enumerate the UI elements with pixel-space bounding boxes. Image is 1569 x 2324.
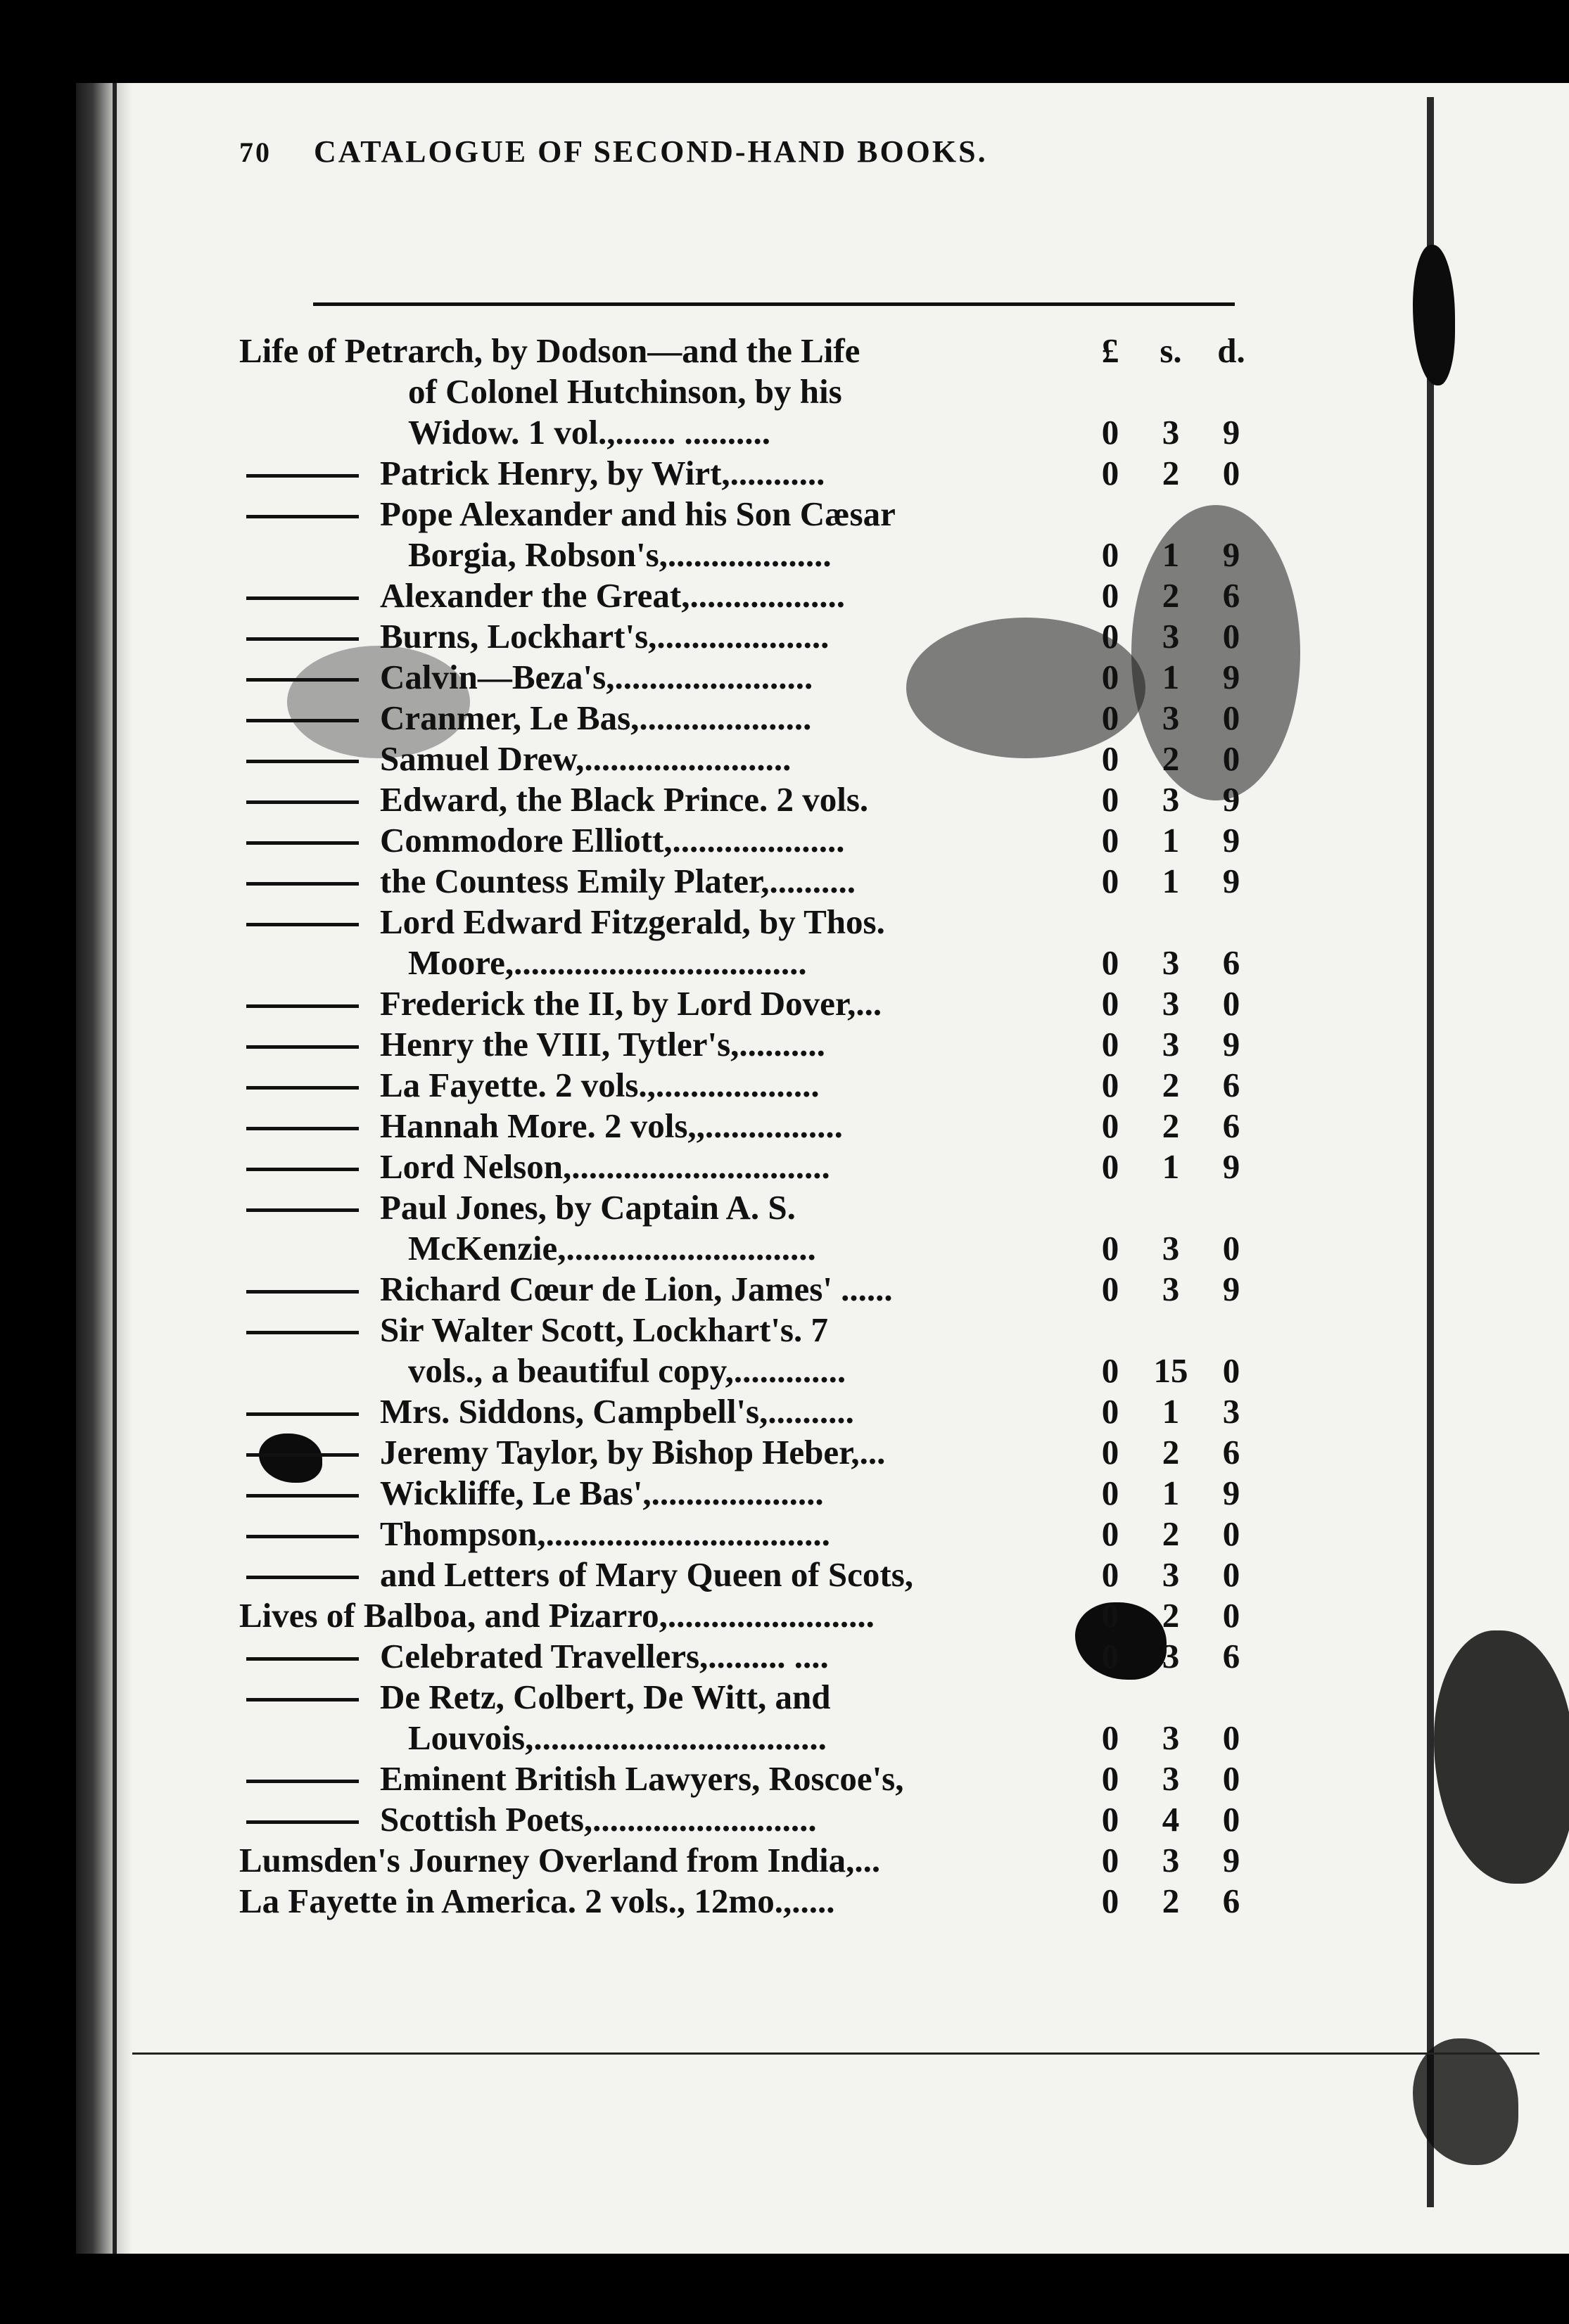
price — [1080, 535, 1263, 575]
ditto-dash — [246, 474, 359, 478]
price-pounds: 0 — [1101, 1270, 1119, 1308]
price — [1080, 575, 1263, 616]
ditto-dash — [246, 1453, 359, 1457]
catalogue-entry — [239, 1310, 1252, 1351]
price-pounds: 0 — [1101, 698, 1119, 737]
gutter-line — [113, 83, 117, 2254]
entry-title: Frederick the II, by Lord Dover,... — [380, 984, 882, 1023]
price-pence: 3 — [1222, 1392, 1240, 1431]
price-shillings: 1 — [1162, 862, 1180, 900]
price-pence: 9 — [1222, 1025, 1240, 1064]
catalogue-entry — [239, 371, 1252, 412]
price — [1080, 1391, 1263, 1432]
entry-title: Patrick Henry, by Wirt,........... — [380, 454, 825, 492]
catalogue-entry — [239, 1432, 1252, 1473]
price-pence: 6 — [1222, 1637, 1240, 1675]
page-header — [239, 134, 1259, 197]
ditto-dash — [246, 1168, 359, 1171]
price-pence: 0 — [1222, 1514, 1240, 1553]
catalogue-entry — [239, 1718, 1252, 1758]
entry-title: Alexander the Great,.................. — [380, 576, 845, 615]
catalogue-entry — [239, 331, 1252, 371]
price-shillings: 3 — [1162, 943, 1180, 982]
price — [1080, 983, 1263, 1024]
ditto-dash — [246, 1412, 359, 1416]
price — [1080, 1065, 1263, 1106]
price — [1080, 698, 1263, 739]
price-shillings: 1 — [1162, 658, 1180, 696]
price-pounds: 0 — [1101, 1066, 1119, 1104]
price — [1080, 1554, 1263, 1595]
price-pence: 0 — [1222, 1351, 1240, 1390]
price-pounds: 0 — [1101, 535, 1119, 574]
price-pounds: 0 — [1101, 1596, 1119, 1635]
price-shillings: 3 — [1162, 1270, 1180, 1308]
price-pence: 0 — [1222, 454, 1240, 492]
bottom-rule — [132, 2052, 1539, 2055]
ditto-dash — [246, 1004, 359, 1008]
price-pence: d. — [1217, 331, 1245, 370]
price-pence: 0 — [1222, 1800, 1240, 1839]
ditto-dash — [246, 1086, 359, 1090]
price-pence: 9 — [1222, 821, 1240, 860]
catalogue-entry — [239, 1147, 1252, 1187]
price — [1080, 1595, 1263, 1636]
price-shillings: 3 — [1162, 780, 1180, 819]
ditto-dash — [246, 1045, 359, 1049]
entry-title: Wickliffe, Le Bas',.................... — [380, 1474, 824, 1512]
ink-blot — [1434, 1630, 1569, 1884]
entry-title: Widow. 1 vol.,....... .......... — [408, 413, 771, 452]
entry-title: Sir Walter Scott, Lockhart's. 7 — [380, 1310, 828, 1349]
catalogue-entry — [239, 983, 1252, 1024]
ditto-dash — [246, 1657, 359, 1661]
price-pence: 9 — [1222, 1147, 1240, 1186]
catalogue-entry — [239, 575, 1252, 616]
catalogue-entry — [239, 1269, 1252, 1310]
catalogue-entry — [239, 1881, 1252, 1922]
price-pounds: 0 — [1101, 1351, 1119, 1390]
catalogue-entry — [239, 1187, 1252, 1228]
price-pence: 0 — [1222, 984, 1240, 1023]
catalogue-entry — [239, 1840, 1252, 1881]
page-title: CATALOGUE OF SECOND-HAND BOOKS. — [314, 134, 988, 169]
price-pence: 6 — [1222, 1882, 1240, 1920]
price-pence: 9 — [1222, 413, 1240, 452]
price-pounds: 0 — [1101, 1106, 1119, 1145]
price — [1080, 331, 1263, 371]
price — [1080, 1228, 1263, 1269]
price-shillings: 3 — [1162, 1841, 1180, 1879]
price-shillings: 1 — [1162, 1392, 1180, 1431]
price-pounds: 0 — [1101, 1759, 1119, 1798]
price-shillings: 4 — [1162, 1800, 1180, 1839]
catalogue-entry — [239, 616, 1252, 657]
entry-title: La Fayette in America. 2 vols., 12mo.,..... — [239, 1882, 835, 1920]
price-pounds: 0 — [1101, 1841, 1119, 1879]
price-pence: 0 — [1222, 698, 1240, 737]
price-shillings: 3 — [1162, 1637, 1180, 1675]
price-pence: 9 — [1222, 780, 1240, 819]
price-shillings: 1 — [1162, 821, 1180, 860]
price-shillings: 2 — [1162, 1106, 1180, 1145]
entry-title: De Retz, Colbert, De Witt, and — [380, 1678, 831, 1716]
catalogue-entry — [239, 657, 1252, 698]
price — [1080, 453, 1263, 494]
price-shillings: 3 — [1162, 1759, 1180, 1798]
price — [1080, 1840, 1263, 1881]
price-pounds: 0 — [1101, 862, 1119, 900]
entry-title: Cranmer, Le Bas,.................... — [380, 698, 812, 737]
price-shillings: 15 — [1153, 1351, 1188, 1390]
price-pence: 9 — [1222, 1270, 1240, 1308]
ditto-dash — [246, 1331, 359, 1334]
price-shillings: 2 — [1162, 1596, 1180, 1635]
entry-title: Paul Jones, by Captain A. S. — [380, 1188, 796, 1227]
catalogue-entry — [239, 902, 1252, 943]
price-pounds: 0 — [1101, 1882, 1119, 1920]
price — [1080, 1514, 1263, 1554]
entry-title: Henry the VIII, Tytler's,.......... — [380, 1025, 825, 1064]
ditto-dash — [246, 800, 359, 804]
catalogue-entry — [239, 1514, 1252, 1554]
price-pounds: 0 — [1101, 1474, 1119, 1512]
price-pence: 9 — [1222, 1841, 1240, 1879]
entry-title: Hannah More. 2 vols,,................ — [380, 1106, 843, 1145]
entry-title: Jeremy Taylor, by Bishop Heber,... — [380, 1433, 886, 1471]
entry-title: Lord Edward Fitzgerald, by Thos. — [380, 902, 885, 941]
ditto-dash — [246, 515, 359, 518]
ditto-dash — [246, 841, 359, 845]
ditto-dash — [246, 719, 359, 722]
entry-title: McKenzie,............................. — [408, 1229, 816, 1268]
ditto-dash — [246, 1535, 359, 1538]
price-shillings: 2 — [1162, 1066, 1180, 1104]
price — [1080, 1432, 1263, 1473]
price-shillings: 1 — [1162, 1474, 1180, 1512]
price — [1080, 739, 1263, 779]
price-pounds: £ — [1101, 331, 1119, 370]
price-shillings: 2 — [1162, 739, 1180, 778]
ditto-dash — [246, 1208, 359, 1212]
ditto-dash — [246, 1780, 359, 1783]
price-pounds: 0 — [1101, 617, 1119, 656]
price-pounds: 0 — [1101, 576, 1119, 615]
entry-title: the Countess Emily Plater,.......... — [380, 862, 856, 900]
page-fold — [1427, 97, 1434, 2207]
price-shillings: 3 — [1162, 698, 1180, 737]
ditto-dash — [246, 596, 359, 600]
catalogue-entry — [239, 1065, 1252, 1106]
entry-title: Moore,.................................. — [408, 943, 807, 982]
catalogue-entry — [239, 453, 1252, 494]
ditto-dash — [246, 1820, 359, 1824]
entry-title: Celebrated Travellers,......... .... — [380, 1637, 829, 1675]
price — [1080, 1147, 1263, 1187]
catalogue-entry — [239, 1595, 1252, 1636]
price-shillings: 1 — [1162, 1147, 1180, 1186]
catalogue-entry — [239, 1636, 1252, 1677]
price-shillings: s. — [1160, 331, 1182, 370]
entry-title: Burns, Lockhart's,.................... — [380, 617, 830, 656]
entry-title: Edward, the Black Prince. 2 vols. — [380, 780, 869, 819]
price-shillings: 2 — [1162, 454, 1180, 492]
catalogue-entry — [239, 779, 1252, 820]
price-shillings: 2 — [1162, 1514, 1180, 1553]
price-pence: 9 — [1222, 658, 1240, 696]
entry-title: Mrs. Siddons, Campbell's,.......... — [380, 1392, 854, 1431]
price — [1080, 820, 1263, 861]
entry-title: Calvin—Beza's,....................... — [380, 658, 813, 696]
price — [1080, 412, 1263, 453]
ditto-dash — [246, 1576, 359, 1579]
entry-title: vols., a beautiful copy,............. — [408, 1351, 846, 1390]
catalogue-entry — [239, 1024, 1252, 1065]
price-shillings: 3 — [1162, 984, 1180, 1023]
price-pounds: 0 — [1101, 1433, 1119, 1471]
price-pence: 0 — [1222, 1596, 1240, 1635]
price — [1080, 1473, 1263, 1514]
page-number: 70 — [239, 136, 272, 168]
catalogue-entry — [239, 1351, 1252, 1391]
price-pounds: 0 — [1101, 1147, 1119, 1186]
price — [1080, 1351, 1263, 1391]
price-shillings: 1 — [1162, 535, 1180, 574]
price-pence: 0 — [1222, 1718, 1240, 1757]
price-pounds: 0 — [1101, 1392, 1119, 1431]
entry-title: Scottish Poets,.......................... — [380, 1800, 817, 1839]
entry-title: Louvois,.................................. — [408, 1718, 827, 1757]
entry-title: Lord Nelson,.............................. — [380, 1147, 830, 1186]
price — [1080, 1718, 1263, 1758]
price-pounds: 0 — [1101, 1555, 1119, 1594]
price-shillings: 3 — [1162, 1025, 1180, 1064]
ditto-dash — [246, 1290, 359, 1294]
catalogue-entry — [239, 1228, 1252, 1269]
price — [1080, 1106, 1263, 1147]
catalogue-entry — [239, 1106, 1252, 1147]
catalogue-entry — [239, 1554, 1252, 1595]
price — [1080, 861, 1263, 902]
price-pounds: 0 — [1101, 1514, 1119, 1553]
ditto-dash — [246, 1494, 359, 1498]
price-pence: 0 — [1222, 1229, 1240, 1268]
price-pence: 0 — [1222, 1759, 1240, 1798]
catalogue-entry — [239, 1677, 1252, 1718]
entry-title: Lives of Balboa, and Pizarro,........................ — [239, 1596, 875, 1635]
ink-blot — [1413, 245, 1455, 385]
price-pounds: 0 — [1101, 821, 1119, 860]
catalogue-entry — [239, 943, 1252, 983]
price-shillings: 3 — [1162, 617, 1180, 656]
ditto-dash — [246, 1698, 359, 1702]
entry-title: Richard Cœur de Lion, James' ...... — [380, 1270, 893, 1308]
catalogue-entry — [239, 494, 1252, 535]
price — [1080, 943, 1263, 983]
price-pence: 6 — [1222, 1106, 1240, 1145]
entry-title: of Colonel Hutchinson, by his — [408, 372, 842, 411]
price — [1080, 616, 1263, 657]
catalogue-entry — [239, 861, 1252, 902]
header-rule — [313, 302, 1235, 306]
price-pounds: 0 — [1101, 1637, 1119, 1675]
entry-title: Lumsden's Journey Overland from India,... — [239, 1841, 881, 1879]
price-pounds: 0 — [1101, 1025, 1119, 1064]
price-pounds: 0 — [1101, 780, 1119, 819]
catalogue-entry — [239, 1758, 1252, 1799]
price-pounds: 0 — [1101, 943, 1119, 982]
entry-title: Thompson,................................. — [380, 1514, 830, 1553]
price — [1080, 779, 1263, 820]
price-pence: 6 — [1222, 943, 1240, 982]
price-pounds: 0 — [1101, 1800, 1119, 1839]
price-pence: 9 — [1222, 535, 1240, 574]
entry-title: Samuel Drew,........................ — [380, 739, 792, 778]
ditto-dash — [246, 923, 359, 926]
ditto-dash — [246, 882, 359, 886]
price-shillings: 2 — [1162, 576, 1180, 615]
entry-title: Eminent British Lawyers, Roscoe's, — [380, 1759, 904, 1798]
price-pence: 9 — [1222, 1474, 1240, 1512]
catalogue-entry — [239, 535, 1252, 575]
price-pounds: 0 — [1101, 739, 1119, 778]
catalogue-entry — [239, 820, 1252, 861]
ditto-dash — [246, 760, 359, 763]
price — [1080, 1269, 1263, 1310]
price-pounds: 0 — [1101, 454, 1119, 492]
price-pence: 9 — [1222, 862, 1240, 900]
price — [1080, 1024, 1263, 1065]
entry-title: Pope Alexander and his Son Cæsar — [380, 494, 896, 533]
price-shillings: 3 — [1162, 1555, 1180, 1594]
catalogue-list — [239, 331, 1252, 1922]
price-pence: 0 — [1222, 617, 1240, 656]
entry-title: and Letters of Mary Queen of Scots, — [380, 1555, 914, 1594]
catalogue-entry — [239, 698, 1252, 739]
price-pence: 6 — [1222, 1433, 1240, 1471]
price — [1080, 1799, 1263, 1840]
catalogue-entry — [239, 1473, 1252, 1514]
book-gutter — [76, 83, 132, 2254]
price — [1080, 657, 1263, 698]
catalogue-entry — [239, 1391, 1252, 1432]
entry-title: Commodore Elliott,.................... — [380, 821, 845, 860]
price-shillings: 2 — [1162, 1882, 1180, 1920]
price-shillings: 3 — [1162, 1229, 1180, 1268]
price-pounds: 0 — [1101, 658, 1119, 696]
price — [1080, 1881, 1263, 1922]
entry-title: Borgia, Robson's,................... — [408, 535, 832, 574]
entry-title: La Fayette. 2 vols.,................... — [380, 1066, 820, 1104]
price-pence: 6 — [1222, 1066, 1240, 1104]
price-pounds: 0 — [1101, 1718, 1119, 1757]
ditto-dash — [246, 678, 359, 682]
price-pounds: 0 — [1101, 413, 1119, 452]
ditto-dash — [246, 637, 359, 641]
price-shillings: 3 — [1162, 1718, 1180, 1757]
price-shillings: 2 — [1162, 1433, 1180, 1471]
catalogue-entry — [239, 412, 1252, 453]
price — [1080, 1636, 1263, 1677]
price-pounds: 0 — [1101, 1229, 1119, 1268]
catalogue-entry — [239, 1799, 1252, 1840]
catalogue-entry — [239, 739, 1252, 779]
price-shillings: 3 — [1162, 413, 1180, 452]
entry-title: Life of Petrarch, by Dodson—and the Life — [239, 331, 860, 370]
price-pence: 0 — [1222, 739, 1240, 778]
ditto-dash — [246, 1127, 359, 1130]
price — [1080, 1758, 1263, 1799]
price-pence: 6 — [1222, 576, 1240, 615]
price-pounds: 0 — [1101, 984, 1119, 1023]
price-pence: 0 — [1222, 1555, 1240, 1594]
